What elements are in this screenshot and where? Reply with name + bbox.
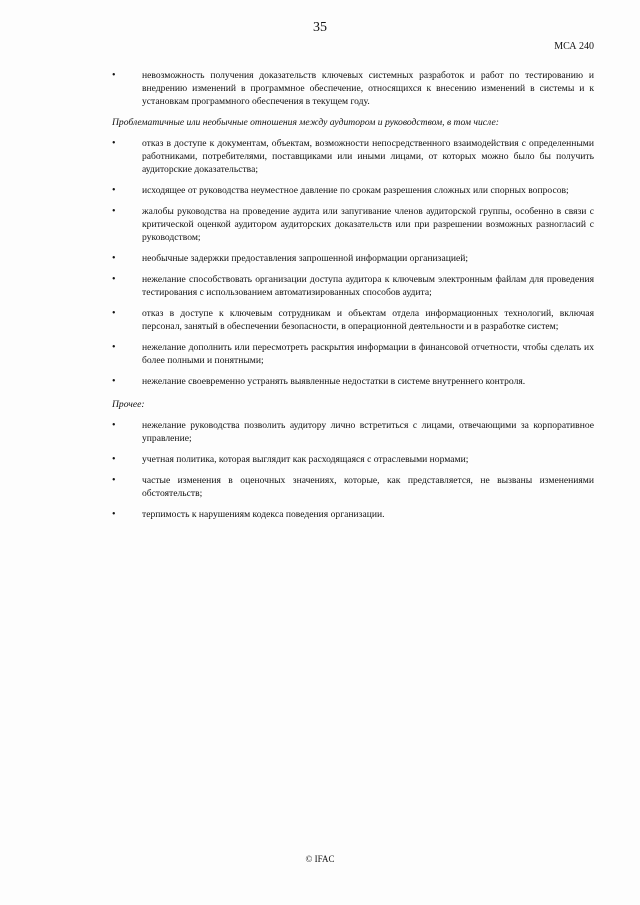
other-list <box>112 419 594 521</box>
bullet-icon: • <box>112 509 116 520</box>
list-item-text: жалобы руководства на проведение аудита или запугивание членов аудиторской группы, особенно в связи с критической оценкой аудитором аудиторских доказательств или при разрешении возможных разногласий с руководством; <box>142 206 594 243</box>
intro-list <box>112 69 594 108</box>
bullet-icon: • <box>112 138 116 149</box>
copyright-footer: © IFAC <box>305 854 335 864</box>
list-item <box>112 341 594 367</box>
bullet-icon: • <box>112 475 116 486</box>
list-item-text: исходящее от руководства неуместное давление по срокам разрешения сложных или спорных вопросов; <box>142 185 569 196</box>
bullet-icon: • <box>112 206 116 217</box>
bullet-icon: • <box>112 420 116 431</box>
bullet-icon: • <box>112 253 116 264</box>
list-item-text: терпимость к нарушениям кодекса поведения организации. <box>142 509 385 520</box>
list-item <box>112 508 594 521</box>
list-item <box>112 419 594 445</box>
document-code: МСА 240 <box>554 41 594 52</box>
relations-list <box>112 137 594 388</box>
list-item-text: необычные задержки предоставления запрошенной информации организацией; <box>142 253 469 264</box>
list-item <box>112 307 594 333</box>
page-content <box>112 69 594 529</box>
list-item <box>112 375 594 388</box>
bullet-icon: • <box>112 308 116 319</box>
list-item <box>112 205 594 244</box>
list-item-text: невозможность получения доказательств ключевых системных разработок и работ по тестированию и внедрению изменений в программное обеспечение, относящихся к внесению изменений в системы и к установкам программного обеспечения в текущем году. <box>142 70 594 107</box>
list-item-text: отказ в доступе к документам, объектам, возможности непосредственного взаимодействия с определенными работниками, потребителями, поставщиками или иными лицами, от которых можно было бы получить аудиторские доказательства; <box>142 138 594 175</box>
bullet-icon: • <box>112 185 116 196</box>
bullet-icon: • <box>112 274 116 285</box>
bullet-icon: • <box>112 454 116 465</box>
list-item-text: отказ в доступе к ключевым сотрудникам и объектам отдела информационных технологий, включая персонал, занятый в обеспечении безопасности, в операционной деятельности и в разработке систем; <box>142 308 594 332</box>
list-item-text: частые изменения в оценочных значениях, которые, как представляется, не вызваны изменениями обстоятельств; <box>142 475 594 499</box>
bullet-icon: • <box>112 376 116 387</box>
list-item <box>112 137 594 176</box>
page-number: 35 <box>313 20 327 35</box>
section-heading-relations: Проблематичные или необычные отношения между аудитором и руководством, в том числе: <box>112 117 499 128</box>
list-item <box>112 252 594 265</box>
list-item <box>112 453 594 466</box>
list-item <box>112 273 594 299</box>
bullet-icon: • <box>112 70 116 81</box>
list-item-text: нежелание способствовать организации доступа аудитора к ключевым электронным файлам для проведения тестирования с использованием автоматизированных способов аудита; <box>142 274 594 298</box>
list-item-text: нежелание своевременно устранять выявленные недостатки в системе внутреннего контроля. <box>142 376 526 387</box>
list-item <box>112 474 594 500</box>
list-item-text: нежелание дополнить или пересмотреть раскрытия информации в финансовой отчетности, чтобы сделать их более полными и понятными; <box>142 342 594 366</box>
bullet-icon: • <box>112 342 116 353</box>
list-item <box>112 69 594 108</box>
list-item-text: учетная политика, которая выглядит как расходящаяся с отраслевыми нормами; <box>142 454 469 465</box>
section-heading-other: Прочее: <box>112 399 145 410</box>
list-item-text: нежелание руководства позволить аудитору лично встретиться с лицами, отвечающими за корпоративное управление; <box>142 420 594 444</box>
list-item <box>112 184 594 197</box>
